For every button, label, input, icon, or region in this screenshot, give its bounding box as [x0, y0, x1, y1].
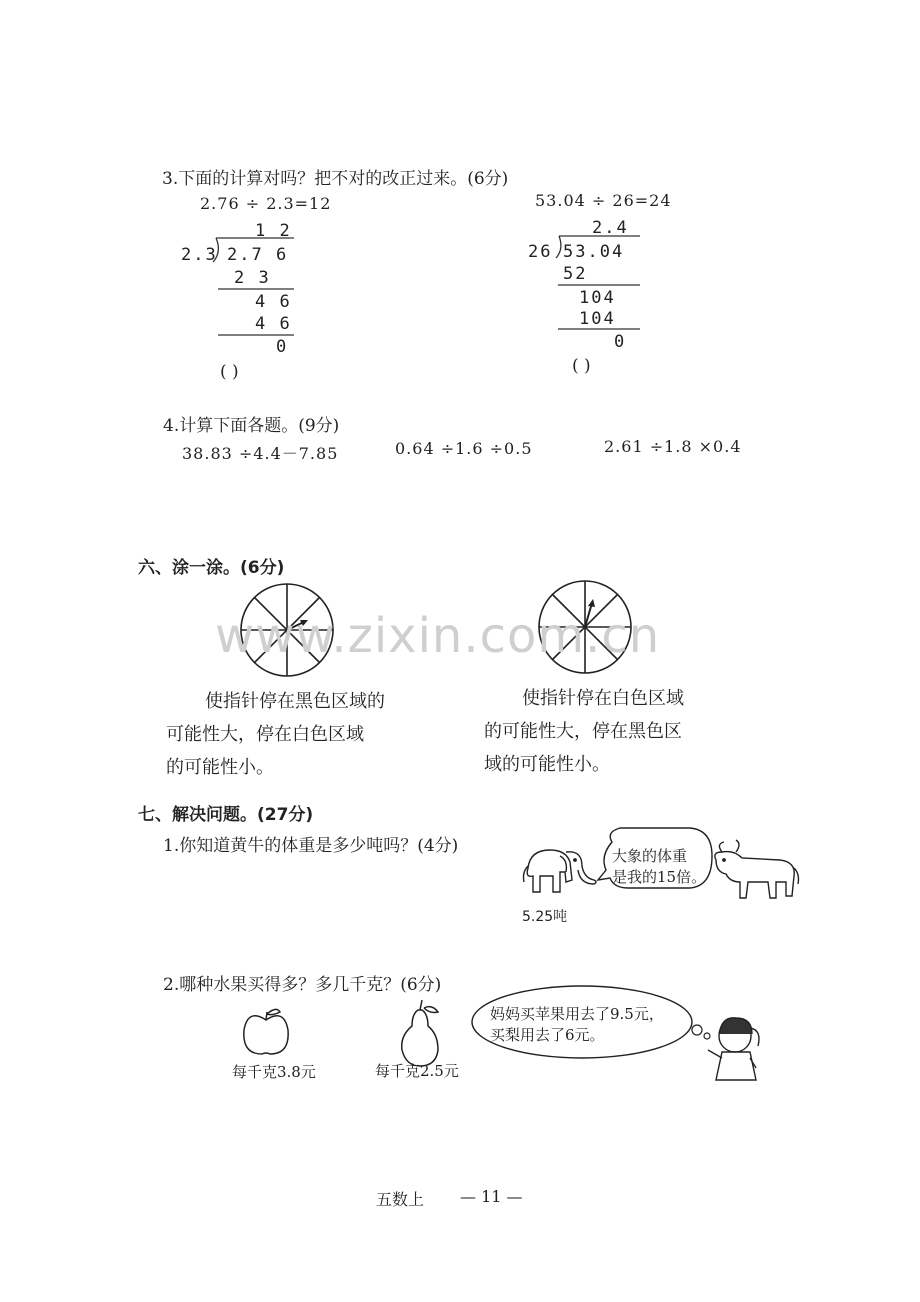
- sec7-q2-text: 2.哪种水果买得多？多几千克？(6分): [163, 975, 442, 995]
- sec6-right-line-2: 的可能性大，停在黑色区: [484, 721, 682, 742]
- pear-price: 每千克2.5元: [375, 1062, 459, 1080]
- q3-left-equation: 2.76 ÷ 2.3=12: [200, 194, 332, 213]
- bubble-mom-line-2: 买梨用去了6元。: [490, 1026, 605, 1044]
- sec7-q1-text: 1.你知道黄牛的体重是多少吨吗？(4分): [163, 836, 459, 856]
- q3-right-dividend: 53.04: [563, 242, 625, 262]
- q4-item-2: 0.64 ÷1.6 ÷0.5: [395, 439, 533, 458]
- q3-right-equation: 53.04 ÷ 26=24: [535, 191, 672, 210]
- sec7-title: 七、解决问题。(27分): [138, 805, 314, 825]
- q3-left-divisor: 2.3: [181, 245, 218, 265]
- q3-right-answer[interactable]: ( ): [572, 356, 591, 376]
- q4-title: 4.计算下面各题。(9分): [163, 416, 340, 436]
- page-number: — 11 —: [460, 1187, 523, 1206]
- q3-left-dividend: 2.7 6: [227, 245, 289, 265]
- q3-right-row-3: 104: [579, 309, 616, 329]
- elephant-weight-label: 5.25吨: [522, 909, 568, 925]
- q3-left-answer[interactable]: ( ): [220, 362, 239, 382]
- bubble-cow-line-1: 大象的体重: [612, 847, 688, 865]
- sec6-left-line-2: 可能性大，停在白色区域: [166, 724, 364, 745]
- q3-left-row-3: 4 6: [255, 314, 292, 334]
- q3-right-row-1: 52: [563, 264, 588, 284]
- sec6-left-line-1: 使指针停在黑色区域的: [205, 691, 385, 712]
- q3-right-row-4: 0: [614, 332, 627, 352]
- watermark: www.zixin.com.cn: [215, 608, 661, 664]
- q3-right-divisor: 26: [528, 242, 553, 262]
- q3-right-quotient: 2.4: [592, 218, 629, 238]
- q4-item-3: 2.61 ÷1.8 ×0.4: [604, 437, 742, 456]
- q3-left-row-4: 0: [276, 337, 289, 357]
- apple-price: 每千克3.8元: [232, 1063, 316, 1081]
- bubble-cow-line-2: 是我的15倍。: [612, 868, 707, 886]
- bubble-mom-line-1: 妈妈买苹果用去了9.5元，: [490, 1005, 664, 1023]
- q3-left-row-1: 2 3: [234, 268, 271, 288]
- q4-item-1: 38.83 ÷4.4－7.85: [182, 444, 339, 463]
- q3-left-row-2: 4 6: [255, 292, 292, 312]
- sec6-right-line-1: 使指针停在白色区域: [522, 688, 684, 709]
- sec6-left-line-3: 的可能性小。: [166, 757, 274, 778]
- q3-title: 3.下面的计算对吗？把不对的改正过来。(6分): [162, 169, 509, 189]
- sec6-right-line-3: 域的可能性小。: [484, 754, 610, 775]
- sec6-title: 六、涂一涂。(6分): [138, 558, 285, 578]
- q3-right-row-2: 104: [579, 288, 616, 308]
- q3-left-quotient: 1 2: [255, 221, 292, 241]
- footer-label: 五数上: [376, 1190, 425, 1209]
